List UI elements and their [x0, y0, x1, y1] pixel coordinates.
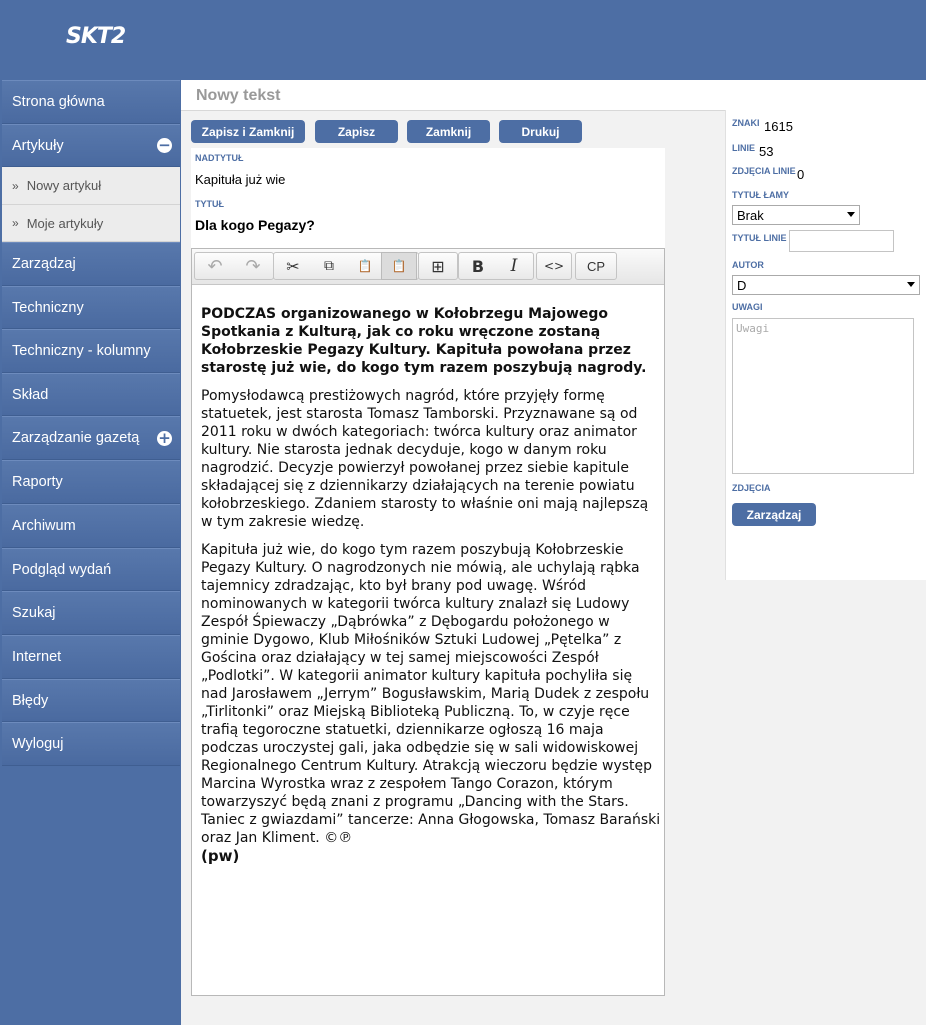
autor-label: AUTOR	[732, 260, 764, 270]
sidebar-item-archiwum[interactable]	[2, 504, 180, 548]
sidebar-item-label: Raporty	[12, 474, 63, 490]
chevron-right-icon: »	[12, 178, 19, 193]
sidebar-item-label: Strona główna	[12, 94, 105, 110]
source-code-icon[interactable]: <>	[543, 259, 565, 273]
tytul-lamy-select[interactable]	[732, 205, 860, 225]
sidebar-subitem-nowy-artykul[interactable]	[2, 167, 180, 205]
dropdown-arrow-icon	[847, 212, 855, 217]
app-logo[interactable]: SKT2	[66, 24, 126, 49]
uwagi-textarea[interactable]: Uwagi	[732, 318, 914, 474]
sidebar-item-sklad[interactable]	[2, 373, 180, 416]
editor-content[interactable]	[201, 305, 661, 865]
sidebar-item-label: Artykuły	[12, 137, 64, 154]
zdjecia-linie-value: 0	[797, 167, 805, 182]
tytul-linie-label: TYTUŁ LINIE	[732, 233, 787, 243]
sidebar-item-zarzadzaj[interactable]	[2, 242, 180, 286]
print-button[interactable]: Drukuj	[499, 120, 582, 143]
title-fields	[191, 148, 665, 248]
linie-value: 53	[759, 144, 774, 159]
page-header	[181, 80, 926, 111]
sidebar-item-internet[interactable]	[2, 635, 180, 679]
find-icon[interactable]: ⊞	[431, 256, 445, 276]
tytul-label: TYTUŁ	[195, 199, 224, 209]
dropdown-arrow-icon	[907, 282, 915, 287]
linie-label: LINIE	[732, 143, 756, 153]
page-title: Nowy tekst	[196, 87, 281, 104]
zdjecia-label: ZDJĘCIA	[732, 483, 771, 493]
paste-text-icon[interactable]: 📋	[381, 252, 417, 280]
sidebar-item-label: Techniczny - kolumny	[12, 343, 151, 359]
znaki-label: ZNAKI	[732, 118, 760, 128]
text-editor[interactable]	[191, 248, 665, 996]
redo-icon[interactable]: ↷	[245, 255, 261, 277]
sidebar-item-label: Archiwum	[12, 518, 76, 534]
collapse-icon[interactable]: −	[158, 136, 171, 154]
chevron-right-icon: »	[12, 216, 19, 230]
sidebar-item-podglad-wydan[interactable]	[2, 548, 180, 591]
italic-icon[interactable]: I	[510, 256, 518, 276]
cp-button[interactable]: CP	[586, 258, 606, 274]
paste-icon[interactable]: 📋	[357, 259, 373, 273]
sidebar-item-label: Internet	[12, 649, 62, 665]
tytul-lamy-selected: Brak	[737, 207, 764, 223]
sidebar-subitem-label: Nowy artykuł	[26, 178, 102, 193]
nadtytul-field[interactable]: Kapituła już wie	[195, 172, 286, 187]
article-paragraph: Kapituła już wie, do kogo tym razem poszybują Kołobrzeskie Pegazy Kultury. O nagrodzonych nie mówią, ale uchylają rąbka tajemnicy zdradzając, kto był brany pod uwagę. Wśród nominowanych w kategorii twórca kultury znalazł się Ludowy Zespół Śpiewaczy „Dąbrówka” z Dębogardu położonego w gminie Dygowo, Klub Miłośników Sztuki Ludowej „Pętelka” z Gościna oraz działający w tej samej miejscowości Zespół „Podlotki”. W kategorii animator kultury kapituła pochyliła się nad Jarosławem „Jerrym” Bogusławskim, Marią Dudek z zespołu „Tirlitonki” oraz Miejską Biblioteką Publiczną. To, w czyje ręce trafią tegoroczne statuetki, dziennikarze ogłoszą 16 maja podczas uroczystej gali, jaka odbędzie się w sali widowiskowej Regionalnego Centrum Kultury. Atrakcją wieczoru będzie występ Marcina Wyrostka wraz z zespołem Tango Corazon, którym towarzyszyć będą znani z programu „Dancing with the Stars. Taniec z gwiazdami” tancerze: Anna Głogowska, Tomasz Barański oraz Jan Kliment. ©℗	[201, 542, 661, 846]
sidebar-item-techniczny[interactable]	[2, 286, 180, 329]
sidebar-item-label: Podgląd wydań	[12, 561, 112, 578]
close-button[interactable]: Zamknij	[407, 120, 490, 143]
expand-icon[interactable]: +	[158, 428, 171, 447]
tytul-linie-input[interactable]	[789, 230, 894, 252]
zdjecia-linie-label: ZDJĘCIA LINIE	[732, 166, 796, 176]
editor-toolbar	[192, 249, 664, 285]
article-lead: PODCZAS organizowanego w Kołobrzegu Majowego Spotkania z Kulturą, jak co roku wręczone zostaną Kołobrzeskie Pegazy Kultury. Kapituła powołana przez starostę już wie, do kogo tym razem poszybują nagrody.	[201, 306, 647, 376]
tytul-lamy-label: TYTUŁ ŁAMY	[732, 190, 789, 200]
znaki-value: 1615	[764, 119, 793, 134]
bold-icon[interactable]: B	[471, 256, 485, 276]
autor-select[interactable]	[732, 275, 920, 295]
sidebar-item-label: Błędy	[12, 692, 49, 709]
article-paragraph: Pomysłodawcą prestiżowych nagród, które przyjęły formę statuetek, jest starosta Tomasz Tamborski. Przyznawane są od 2011 roku w dwóch kategoriach: twórca kultury oraz animator kultury. Nie starosta jednak decyduje, kogo w danym roku nagrodzić. Decyzje powierzył powołanej przez siebie kapitule składającej się z dziennikarzy działających na terenie powiatu kołobrzeskiego. Zdaniem starosty to właśnie oni mają najlepszą w tym zakresie wiedzę.	[201, 388, 649, 530]
sidebar-item-label: Zarządzanie gazetą	[12, 430, 140, 446]
save-button[interactable]: Zapisz	[315, 120, 398, 143]
save-and-close-button[interactable]: Zapisz i Zamknij	[191, 120, 305, 143]
sidebar-item-label: Techniczny	[12, 299, 84, 316]
sidebar-item-label: Zarządzaj	[12, 256, 76, 272]
uwagi-label: UWAGI	[732, 302, 763, 312]
nadtytul-label: NADTYTUŁ	[195, 153, 244, 163]
sidebar-item-wyloguj[interactable]	[2, 722, 180, 766]
sidebar-item-techniczny-kolumny[interactable]	[2, 329, 180, 373]
tytul-field[interactable]: Dla kogo Pegazy?	[195, 217, 315, 233]
sidebar-subitem-label: Moje artykuły	[26, 215, 104, 231]
copy-icon[interactable]: ⧉	[324, 258, 334, 274]
top-bar	[0, 0, 926, 80]
sidebar-subitem-moje-artykuly[interactable]	[2, 205, 180, 242]
sidebar-item-label: Wyloguj	[12, 736, 64, 752]
sidebar-item-artykuly[interactable]	[2, 124, 180, 167]
sidebar-item-bledy[interactable]	[2, 679, 180, 722]
sidebar-item-raporty[interactable]	[2, 460, 180, 504]
manage-photos-button[interactable]: Zarządzaj	[732, 503, 816, 526]
article-signature: (pw)	[201, 847, 240, 865]
article-properties-panel	[725, 110, 926, 580]
sidebar-item-zarzadzanie-gazeta[interactable]	[2, 416, 180, 460]
sidebar-item-szukaj[interactable]	[2, 591, 180, 635]
autor-selected: D	[737, 277, 747, 293]
sidebar-item-label: Szukaj	[12, 605, 56, 621]
sidebar-item-label: Skład	[12, 386, 49, 403]
sidebar-item-strona-glowna[interactable]	[2, 80, 180, 124]
cut-icon[interactable]: ✂	[286, 256, 300, 276]
undo-icon[interactable]: ↶	[207, 255, 223, 277]
